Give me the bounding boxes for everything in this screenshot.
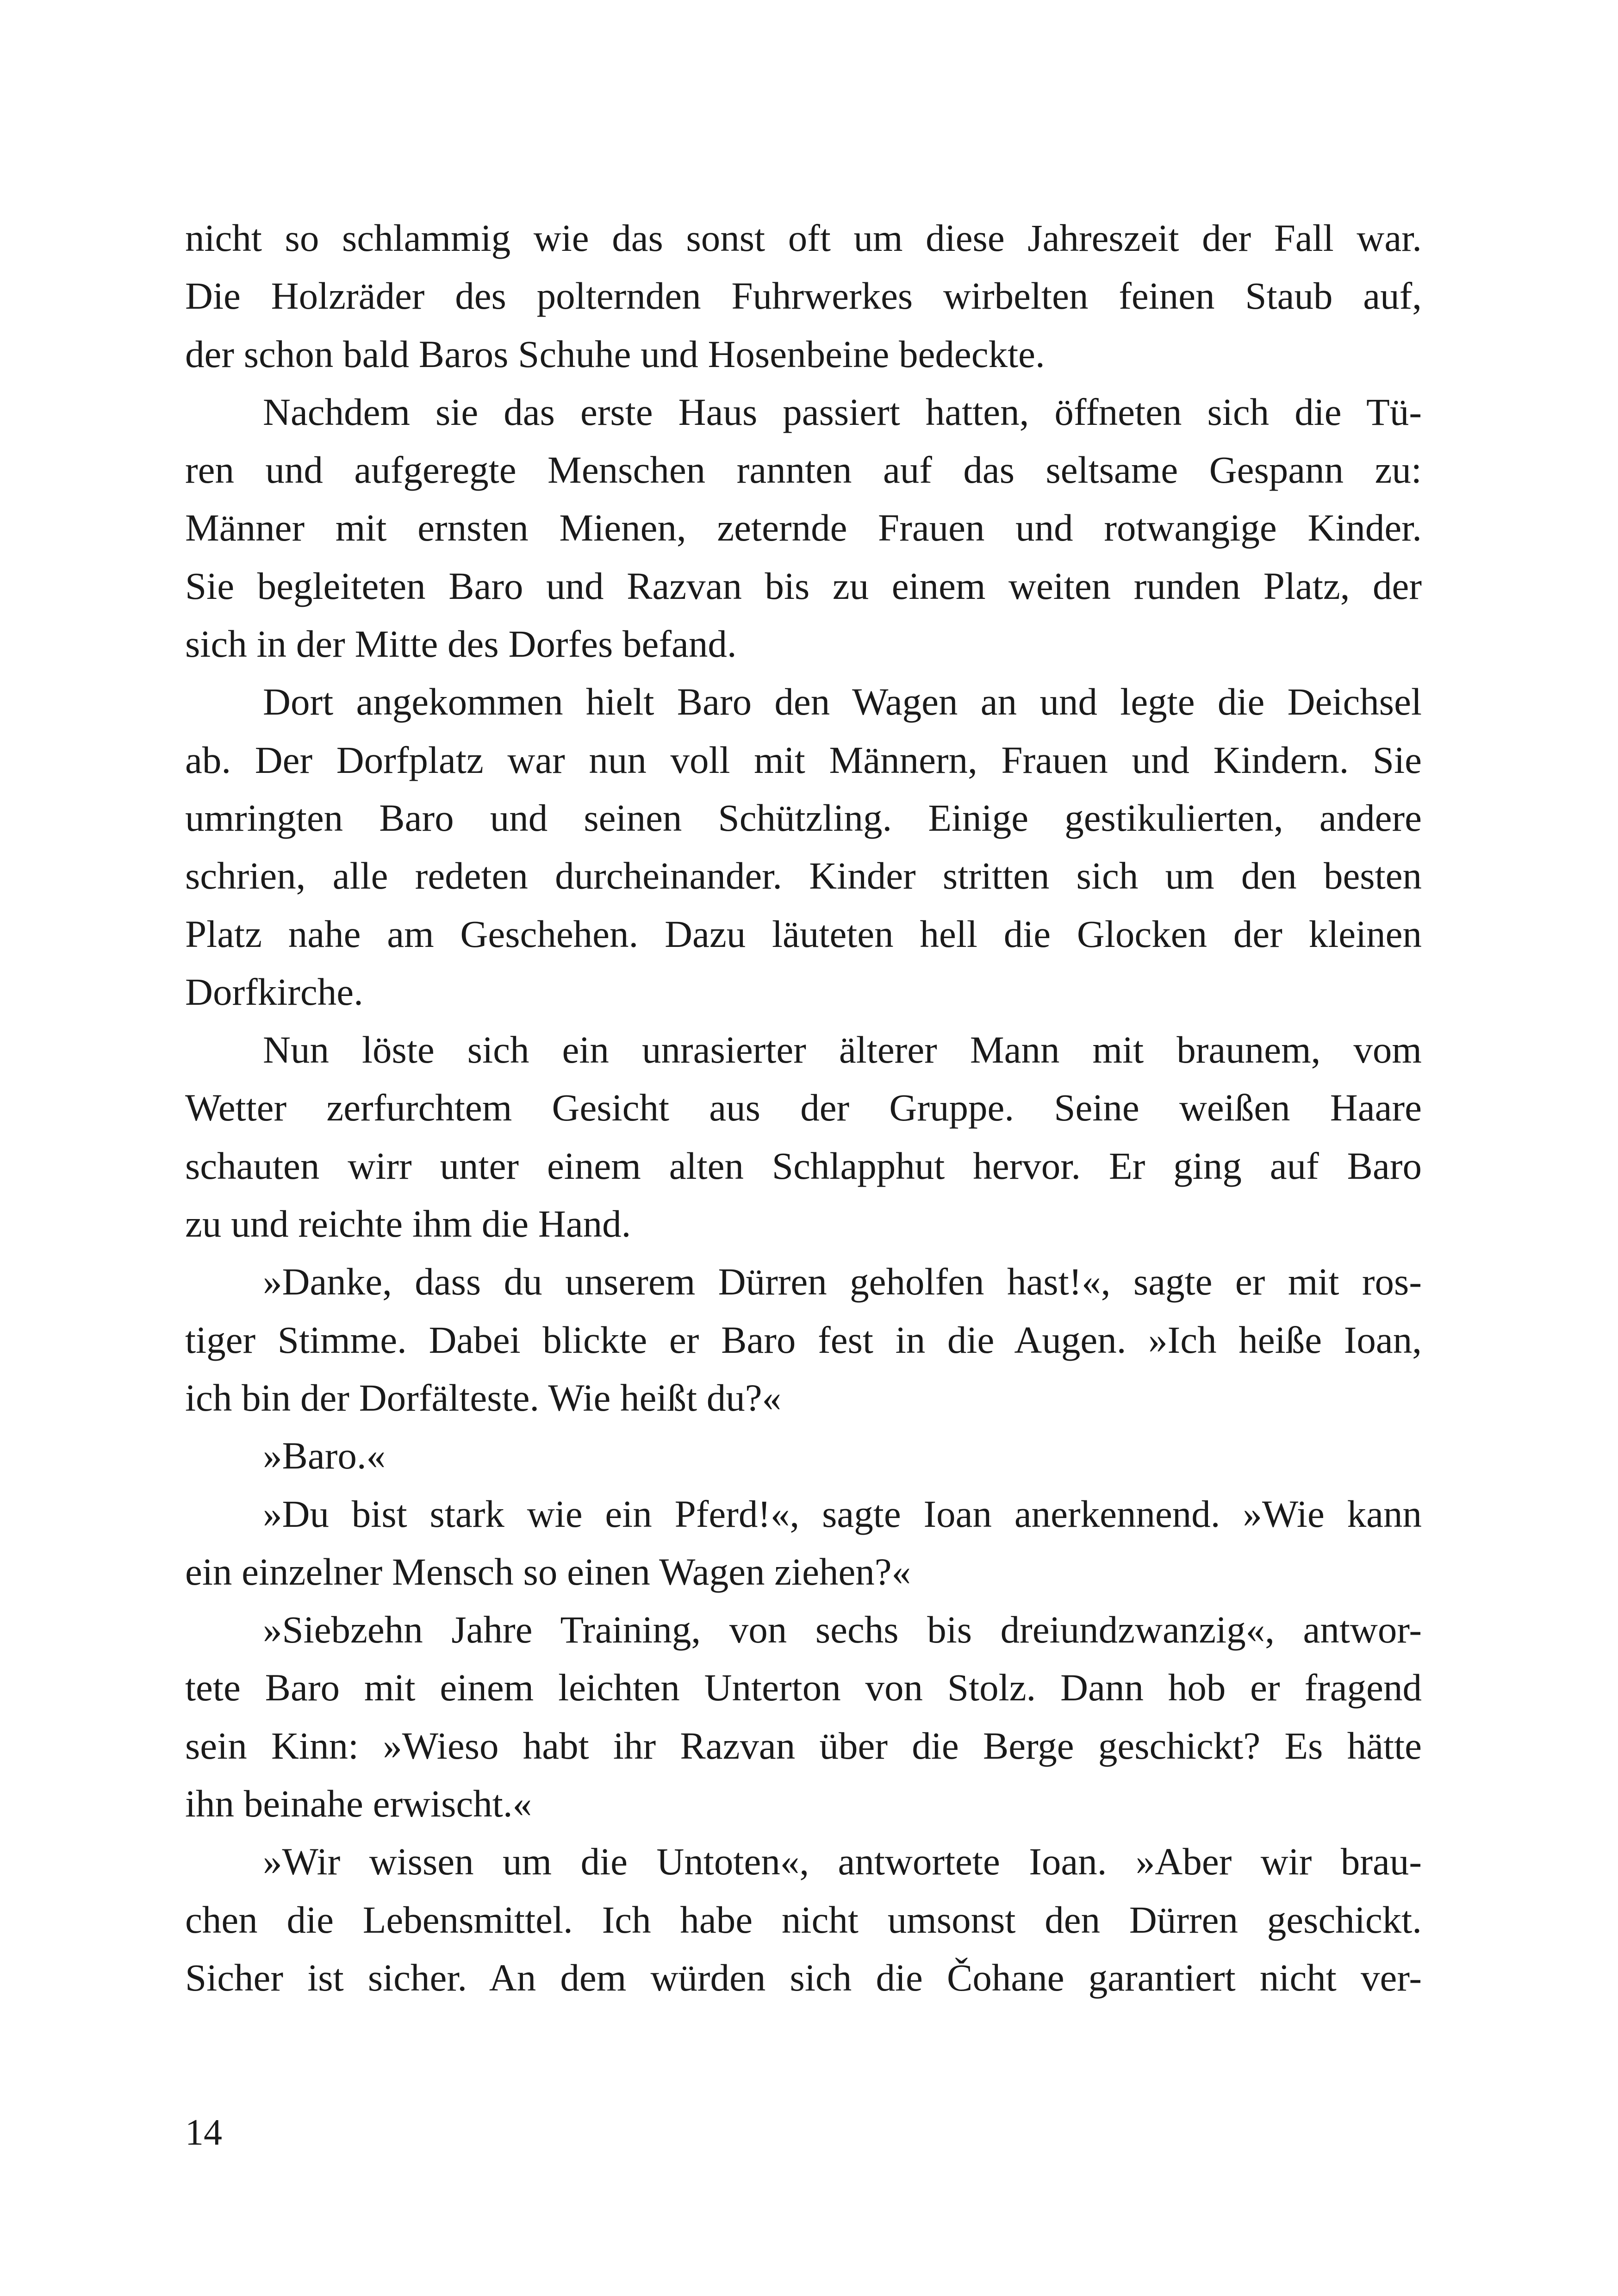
- text-line: chen die Lebensmittel. Ich habe nicht umsonst den Dürren geschickt.: [185, 1898, 1422, 1941]
- text-line: schrien, alle redeten durcheinander. Kinder stritten sich um den besten: [185, 854, 1422, 897]
- text-line: Sicher ist sicher. An dem würden sich die Čohane garantiert nicht ver-: [185, 1956, 1422, 1999]
- text-line: sich in der Mitte des Dorfes befand.: [185, 622, 737, 666]
- paragraph-first-line: »Du bist stark wie ein Pferd!«, sagte Ioan anerkennend. »Wie kann: [263, 1492, 1422, 1535]
- text-line: umringten Baro und seinen Schützling. Einige gestikulierten, andere: [185, 796, 1422, 839]
- paragraph-first-line: »Danke, dass du unserem Dürren geholfen hast!«, sagte er mit ros-: [263, 1260, 1422, 1303]
- paragraph-first-line: Dort angekommen hielt Baro den Wagen an und legte die Deichsel: [263, 680, 1422, 723]
- text-line: Dorfkirche.: [185, 970, 363, 1013]
- paragraph-first-line: »Baro.«: [263, 1434, 386, 1477]
- text-line: Männer mit ernsten Mienen, zeternde Frauen und rotwangige Kinder.: [185, 506, 1422, 549]
- text-line: ein einzelner Mensch so einen Wagen ziehen?«: [185, 1550, 911, 1593]
- text-line: schauten wirr unter einem alten Schlapphut hervor. Er ging auf Baro: [185, 1144, 1422, 1187]
- paragraph-first-line: Nachdem sie das erste Haus passiert hatten, öffneten sich die Tü-: [263, 390, 1422, 433]
- text-line: ich bin der Dorfälteste. Wie heißt du?«: [185, 1376, 782, 1419]
- page-number: 14: [185, 2112, 222, 2153]
- paragraph-first-line: »Wir wissen um die Untoten«, antwortete Ioan. »Aber wir brau-: [263, 1840, 1422, 1883]
- text-line: nicht so schlammig wie das sonst oft um diese Jahreszeit der Fall war.: [185, 217, 1422, 259]
- text-line: tiger Stimme. Dabei blickte er Baro fest in die Augen. »Ich heiße Ioan,: [185, 1318, 1422, 1361]
- text-line: sein Kinn: »Wieso habt ihr Razvan über die Berge geschickt? Es hätte: [185, 1724, 1422, 1767]
- text-line: ren und aufgeregte Menschen rannten auf das seltsame Gespann zu:: [185, 448, 1422, 492]
- body-text: [185, 209, 1422, 2007]
- text-line: der schon bald Baros Schuhe und Hosenbeine bedeckte.: [185, 332, 1045, 375]
- text-line: tete Baro mit einem leichten Unterton von Stolz. Dann hob er fragend: [185, 1666, 1422, 1709]
- text-line: zu und reichte ihm die Hand.: [185, 1202, 631, 1245]
- text-line: Die Holzräder des polternden Fuhrwerkes wirbelten feinen Staub auf,: [185, 274, 1422, 317]
- paragraph-first-line: »Siebzehn Jahre Training, von sechs bis dreiundzwanzig«, antwor-: [263, 1608, 1422, 1651]
- text-line: Sie begleiteten Baro und Razvan bis zu einem weiten runden Platz, der: [185, 564, 1422, 607]
- paragraph-first-line: Nun löste sich ein unrasierter älterer Mann mit braunem, vom: [263, 1028, 1422, 1071]
- text-line: Wetter zerfurchtem Gesicht aus der Gruppe. Seine weißen Haare: [185, 1086, 1422, 1129]
- text-line: ihn beinahe erwischt.«: [185, 1782, 532, 1825]
- text-line: ab. Der Dorfplatz war nun voll mit Männern, Frauen und Kindern. Sie: [185, 738, 1422, 781]
- text-line: Platz nahe am Geschehen. Dazu läuteten hell die Glocken der kleinen: [185, 912, 1422, 955]
